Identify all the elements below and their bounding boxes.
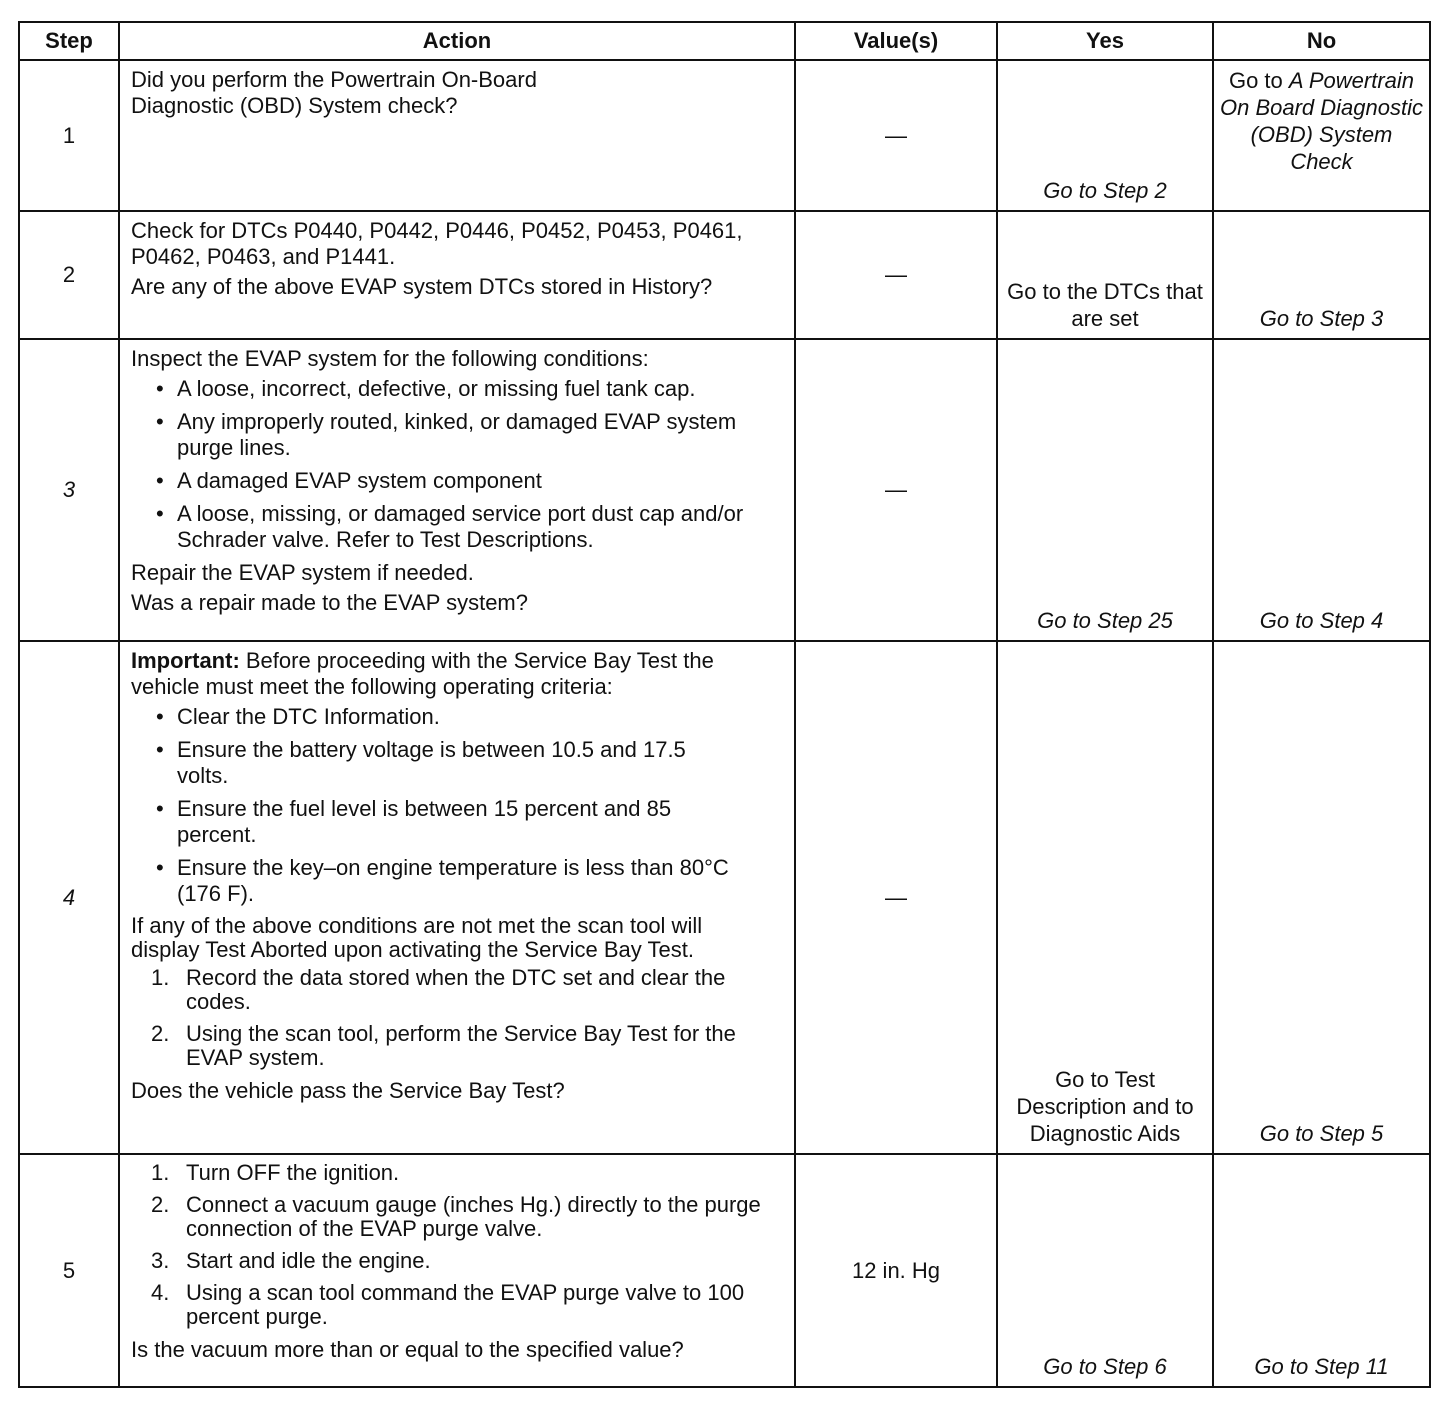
table-row-step-4: [19, 641, 1430, 1154]
yes-link[interactable]: Go to the DTCs that are set: [1007, 279, 1203, 331]
value-cell: —: [795, 60, 997, 211]
abort-note: If any of the above conditions are not met the scan tool will display Test Aborted upon activating the Service Bay Test.: [131, 913, 703, 962]
yes-cell: [997, 60, 1213, 211]
no-cell: [1213, 339, 1430, 641]
list-text: Using the scan tool, perform the Service Bay Test for the EVAP system.: [186, 1021, 736, 1070]
list-number: 1.: [151, 1160, 170, 1185]
no-link[interactable]: Go to Step 5: [1259, 1121, 1384, 1146]
action-question: Are any of the above EVAP system DTCs stored in History?: [131, 274, 713, 299]
list-number: 1.: [151, 965, 170, 990]
list-item: [151, 1022, 786, 1070]
list-item: [151, 1249, 784, 1273]
table-row-step-1: [19, 60, 1430, 211]
yes-link[interactable]: Go to Step 2: [1043, 178, 1167, 203]
header-yes: Yes: [997, 22, 1213, 60]
list-text: Record the data stored when the DTC set and clear the codes.: [186, 965, 726, 1014]
list-item: [151, 1193, 776, 1241]
yes-link[interactable]: Go to Test Description and to Diagnostic Aids: [1016, 1067, 1194, 1146]
action-cell: [119, 60, 795, 211]
criteria-list: [131, 704, 784, 907]
no-link[interactable]: Go to Step 3: [1259, 306, 1384, 331]
action-question: Is the vacuum more than or equal to the specified value?: [131, 1337, 684, 1362]
list-number: 4.: [151, 1280, 170, 1305]
action-cell: [119, 1154, 795, 1387]
important-label: Important:: [131, 648, 240, 673]
header-row: [19, 22, 1430, 60]
list-item: • Any improperly routed, kinked, or damaged EVAP system purge lines.: [156, 409, 737, 461]
list-item: [151, 966, 776, 1014]
procedure-list: [131, 1161, 784, 1329]
list-text: Using a scan tool command the EVAP purge valve to 100 percent purge.: [186, 1280, 745, 1329]
list-text: Turn OFF the ignition.: [186, 1160, 400, 1185]
step-number: 3: [19, 339, 119, 641]
step-number: 5: [19, 1154, 119, 1387]
table-row-step-2: [19, 211, 1430, 339]
list-number: 3.: [151, 1248, 170, 1273]
value-cell: 12 in. Hg: [795, 1154, 997, 1387]
list-text: Start and idle the engine.: [186, 1248, 431, 1273]
header-action: Action: [119, 22, 795, 60]
no-cell: [1213, 641, 1430, 1154]
list-text: Connect a vacuum gauge (inches Hg.) directly to the purge connection of the EVAP purge valve.: [186, 1192, 761, 1241]
value-cell: —: [795, 211, 997, 339]
yes-cell: [997, 1154, 1213, 1387]
list-number: 2.: [151, 1021, 170, 1046]
table-row-step-3: [19, 339, 1430, 641]
list-item: • A damaged EVAP system component: [156, 468, 784, 494]
yes-cell: [997, 339, 1213, 641]
list-item: • Ensure the fuel level is between 15 percent and 85 percent.: [156, 796, 717, 848]
list-item: [151, 1281, 786, 1329]
procedure-list: [131, 966, 784, 1070]
action-intro: Inspect the EVAP system for the following conditions:: [131, 346, 649, 371]
action-cell: [119, 641, 795, 1154]
value-cell: —: [795, 641, 997, 1154]
step-number: 4: [19, 641, 119, 1154]
action-text: Check for DTCs P0440, P0442, P0446, P0452, P0453, P0461, P0462, P0463, and P1441.: [131, 218, 743, 269]
yes-link[interactable]: Go to Step 6: [1043, 1354, 1167, 1379]
diagnostic-table: [18, 21, 1431, 1388]
action-cell: [119, 339, 795, 641]
step-number: 2: [19, 211, 119, 339]
header-no: No: [1213, 22, 1430, 60]
action-question: Was a repair made to the EVAP system?: [131, 590, 528, 615]
no-link[interactable]: Go to Step 11: [1254, 1354, 1389, 1379]
table-row-step-5: [19, 1154, 1430, 1387]
action-text: Did you perform the Powertrain On-Board Diagnostic (OBD) System check?: [131, 67, 537, 118]
no-prefix: Go to: [1228, 68, 1289, 93]
list-item: • Ensure the battery voltage is between 10.5 and 17.5 volts.: [156, 737, 717, 789]
important-text: Before proceeding with the Service Bay Test the vehicle must meet the following operating criteria:: [131, 648, 714, 699]
list-item: [151, 1161, 784, 1185]
action-repair: Repair the EVAP system if needed.: [131, 560, 474, 585]
value-cell: —: [795, 339, 997, 641]
action-question: Does the vehicle pass the Service Bay Test?: [131, 1078, 565, 1103]
list-item: • A loose, incorrect, defective, or missing fuel tank cap.: [156, 376, 784, 402]
important-note: [131, 648, 761, 700]
list-item: • Clear the DTC Information.: [156, 704, 784, 730]
no-cell: [1213, 211, 1430, 339]
no-cell: [1213, 1154, 1430, 1387]
header-value: Value(s): [795, 22, 997, 60]
yes-cell: [997, 211, 1213, 339]
list-number: 2.: [151, 1192, 170, 1217]
step-number: 1: [19, 60, 119, 211]
condition-list: [131, 376, 784, 553]
yes-link[interactable]: Go to Step 25: [1037, 608, 1173, 633]
header-step: Step: [19, 22, 119, 60]
list-item: • Ensure the key–on engine temperature is less than 80°C (176 F).: [156, 855, 757, 907]
yes-cell: [997, 641, 1213, 1154]
action-cell: [119, 211, 795, 339]
list-item: • A loose, missing, or damaged service port dust cap and/or Schrader valve. Refer to Test Descriptions.: [156, 501, 757, 553]
no-link[interactable]: A Powertrain On Board Diagnostic (OBD) System Check: [1220, 68, 1423, 174]
no-link[interactable]: Go to Step 4: [1259, 608, 1384, 633]
no-cell: [1213, 60, 1430, 211]
